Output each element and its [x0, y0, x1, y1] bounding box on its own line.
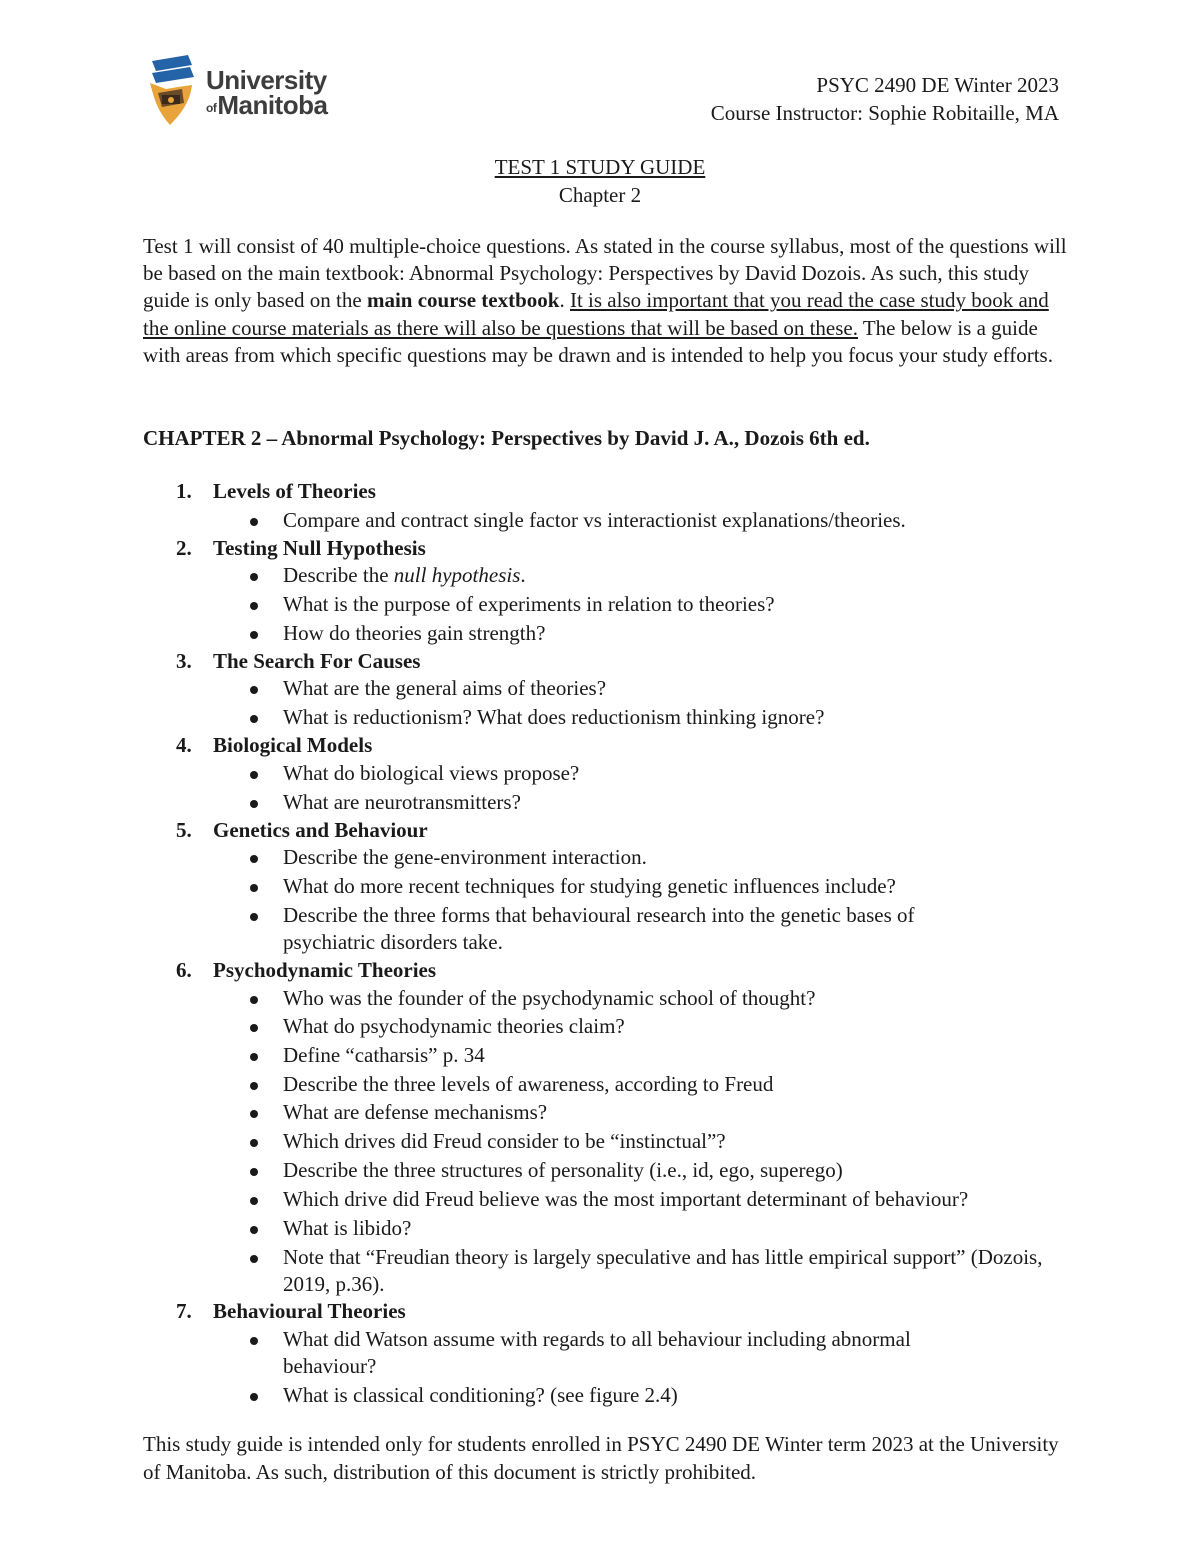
bullet-icon: [250, 602, 258, 610]
section-number: 2.: [176, 536, 192, 560]
list-item-text: What is the purpose of experiments in relation to theories?: [283, 592, 775, 616]
course-instructor: Course Instructor: Sophie Robitaille, MA: [710, 101, 1059, 125]
course-header: [711, 71, 1059, 127]
bullet-icon: [250, 996, 258, 1004]
bullet-icon: [250, 771, 258, 779]
intro-text-1: Test 1 will consist of 40 multiple-choice questions. As stated in the course syllabus, most of the questions will be based on the main textbook: Abnormal Psychology: Perspectives by David Dozois. As such, this study guide is only based on the: [143, 234, 1067, 313]
bullet-icon: [250, 1255, 258, 1263]
bullet-icon: [250, 1226, 258, 1234]
list-item-text: Which drive did Freud believe was the most important determinant of behaviour?: [283, 1187, 969, 1211]
bullet-icon: [250, 1110, 258, 1118]
section-number: 3.: [176, 649, 192, 673]
list-item-text: Describe the gene-environment interaction.: [283, 845, 647, 869]
section-title: [176, 816, 428, 844]
logo-manitoba-word: Manitoba: [217, 90, 328, 120]
list-item-text: Define “catharsis” p. 34: [283, 1043, 485, 1067]
list-item-text: What do biological views propose?: [283, 761, 580, 785]
bullet-icon: [250, 1393, 258, 1401]
page-title: TEST 1 STUDY GUIDE: [494, 155, 706, 179]
section-number: 1.: [176, 479, 192, 503]
list-item-text: Which drives did Freud consider to be “instinctual”?: [283, 1129, 726, 1153]
bullet-icon: [250, 1337, 258, 1345]
chapter-heading: CHAPTER 2 – Abnormal Psychology: Perspectives by David J. A., Dozois 6th ed.: [143, 426, 870, 450]
list-item-text-end: .: [520, 563, 526, 587]
list-item-text: What is libido?: [283, 1216, 412, 1240]
list-item-text: Note that “Freudian theory is largely speculative and has little empirical support” (Dozois, 2019, p.36).: [283, 1245, 1043, 1296]
list-item-text: What do psychodynamic theories claim?: [283, 1014, 625, 1038]
bullet-icon: [250, 1168, 258, 1176]
bullet-icon: [250, 855, 258, 863]
list-item-text: How do theories gain strength?: [283, 621, 546, 645]
bullet-icon: [250, 1053, 258, 1061]
intro-paragraph: [143, 233, 1068, 369]
section-number: 5.: [176, 818, 192, 842]
intro-text-2: .: [559, 288, 570, 313]
section-title: [176, 477, 376, 505]
section-title: [176, 956, 436, 984]
intro-underlined-text: It is also important that you read the case study book and the online course materials as there will also be questions that will be based on these.: [143, 288, 1049, 340]
list-item-text: What are the general aims of theories?: [283, 676, 607, 700]
logo-of-text: of: [206, 101, 217, 115]
section-title-text: Levels of Theories: [213, 479, 376, 503]
bullet-icon: [250, 884, 258, 892]
list-item-text: [283, 562, 1073, 589]
list-item-text: Describe the three forms that behavioural research into the genetic bases of psychiatric disorders take.: [283, 903, 915, 954]
list-item-italic-text: null hypothesis: [393, 563, 521, 587]
bullet-icon: [250, 913, 258, 921]
bullet-icon: [250, 715, 258, 723]
logo-university-text: University: [206, 65, 327, 95]
section-title-text: Psychodynamic Theories: [213, 958, 437, 982]
list-item-text: What are neurotransmitters?: [283, 790, 521, 814]
list-item-text: Compare and contract single factor vs interactionist explanations/theories.: [283, 508, 906, 532]
bullet-icon: [250, 631, 258, 639]
bullet-icon: [250, 518, 258, 526]
bullet-icon: [250, 1197, 258, 1205]
list-item-text: Describe the three structures of personality (i.e., id, ego, superego): [283, 1158, 843, 1182]
section-number: 4.: [176, 733, 192, 757]
university-logo: [148, 53, 328, 129]
document-title: [0, 153, 1200, 209]
list-item-text: Who was the founder of the psychodynamic school of thought?: [283, 986, 816, 1010]
list-item-text: What is reductionism? What does reductionism thinking ignore?: [283, 705, 825, 729]
section-title: [176, 731, 372, 759]
list-item-text: What are defense mechanisms?: [283, 1100, 548, 1124]
section-title-text: Biological Models: [213, 733, 373, 757]
list-item-text: What is classical conditioning? (see figure 2.4): [283, 1383, 678, 1407]
course-code: PSYC 2490 DE Winter 2023: [816, 73, 1059, 97]
list-item-text: What do more recent techniques for studying genetic influences include?: [283, 874, 896, 898]
bullet-icon: [250, 1139, 258, 1147]
intro-text-3: The below is a guide with areas from which specific questions may be drawn and is intended to help you focus your study efforts.: [143, 315, 1053, 367]
bullet-icon: [250, 686, 258, 694]
section-number: 7.: [176, 1299, 192, 1323]
crest-icon: [148, 53, 196, 129]
list-item-text-part: Describe the: [283, 563, 394, 587]
logo-manitoba-text: [206, 92, 327, 121]
bullet-icon: [250, 1024, 258, 1032]
intro-bold-text: main course textbook: [366, 288, 560, 313]
section-title-text: Genetics and Behaviour: [213, 818, 428, 842]
list-item-text: What did Watson assume with regards to all behaviour including abnormal behaviour?: [283, 1327, 911, 1378]
bullet-icon: [250, 1082, 258, 1090]
section-title: [176, 1297, 406, 1325]
bullet-icon: [250, 800, 258, 808]
list-item-text: Describe the three levels of awareness, according to Freud: [283, 1072, 774, 1096]
section-title-text: Testing Null Hypothesis: [213, 536, 426, 560]
section-title-text: The Search For Causes: [213, 649, 421, 673]
section-title: [176, 534, 426, 562]
section-title-text: Behavioural Theories: [213, 1299, 406, 1323]
section-title: [176, 647, 420, 675]
bullet-icon: [250, 573, 258, 581]
footer-notice: This study guide is intended only for students enrolled in PSYC 2490 DE Winter term 2023 at the University of Manitoba. As such, distribution of this document is strictly prohibited.: [143, 1432, 1059, 1484]
page-subtitle: Chapter 2: [558, 183, 642, 207]
section-number: 6.: [176, 958, 192, 982]
